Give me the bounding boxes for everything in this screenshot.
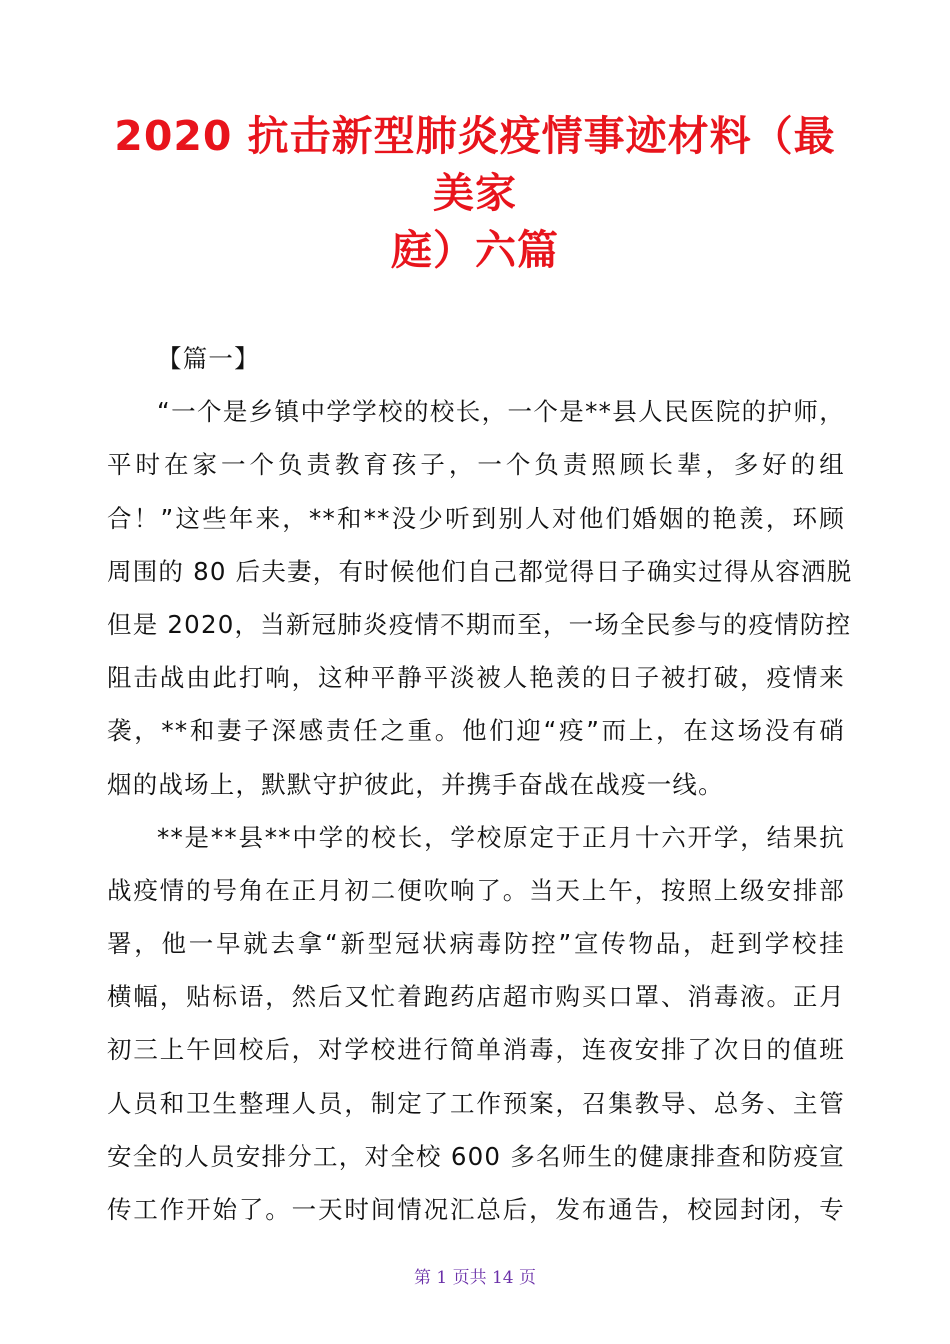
paragraph-2-line: 安全的人员安排分工，对全校 600 多名师生的健康排查和防疫宣 <box>107 1141 845 1171</box>
paragraph-1-line: 平时在家一个负责教育孩子，一个负责照顾长辈，多好的组 <box>107 450 845 480</box>
paragraph-1-line: 烟的战场上，默默守护彼此，并携手奋战在战疫一线。 <box>107 769 724 799</box>
document-title <box>100 108 850 279</box>
paragraph-2-line: **是**县**中学的校长，学校原定于正月十六开学，结果抗 <box>157 822 845 852</box>
paragraph-2-line: 横幅，贴标语，然后又忙着跑药店超市购买口罩、消毒液。正月 <box>107 982 845 1012</box>
title-line-2: 美家 <box>433 169 517 217</box>
title-line-3: 庭）六篇 <box>391 226 559 274</box>
paragraph-1-line: 合！”这些年来，**和**没少听到别人对他们婚姻的艳羡，环顾 <box>107 503 845 533</box>
title-line-1: 2020 抗击新型肺炎疫情事迹材料（最 <box>114 112 836 160</box>
paragraph-1-line: 周围的 80 后夫妻，有时候他们自己都觉得日子确实过得从容洒脱 <box>107 556 853 586</box>
paragraph-2-line: 传工作开始了。一天时间情况汇总后，发布通告，校园封闭，专 <box>107 1195 845 1224</box>
document-body <box>107 332 853 1236</box>
paragraph-1-line: “一个是乡镇中学学校的校长，一个是**县人民医院的护师， <box>157 397 845 427</box>
paragraph-2-line: 署，他一早就去拿“新型冠状病毒防控”宣传物品，赶到学校挂 <box>107 929 845 959</box>
section-heading: 【篇一】 <box>157 344 260 373</box>
page-number-footer: 第 1 页共 14 页 <box>413 1268 537 1288</box>
paragraph-2-line: 战疫情的号角在正月初二便吹响了。当天上午，按照上级安排部 <box>107 875 845 905</box>
paragraph-1-line: 袭，**和妻子深感责任之重。他们迎“疫”而上，在这场没有硝 <box>107 716 845 746</box>
paragraph-1-line: 阻击战由此打响，这种平静平淡被人艳羡的日子被打破，疫情来 <box>107 663 845 693</box>
paragraph-2-line: 初三上午回校后，对学校进行简单消毒，连夜安排了次日的值班 <box>107 1035 845 1065</box>
paragraph-1-line: 但是 2020，当新冠肺炎疫情不期而至，一场全民参与的疫情防控 <box>107 609 852 639</box>
paragraph-2-line: 人员和卫生整理人员，制定了工作预案，召集教导、总务、主管 <box>107 1088 845 1118</box>
